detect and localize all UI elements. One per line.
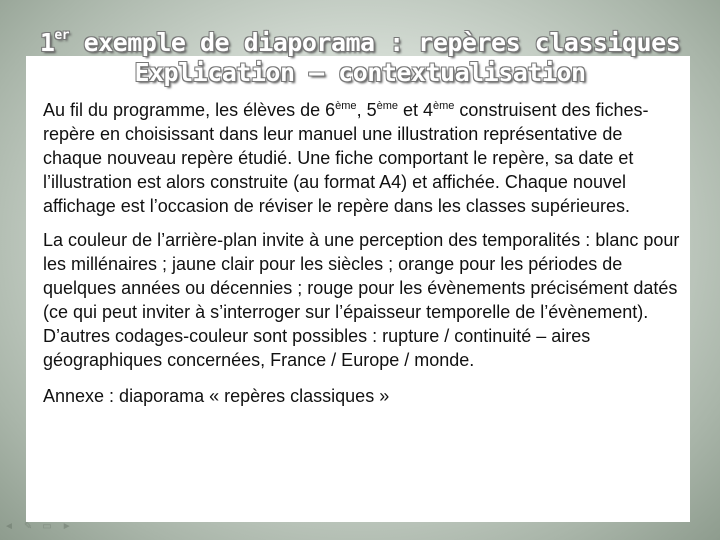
grade-superscript: ème xyxy=(433,100,455,112)
slide-menu-icon[interactable]: ▭ xyxy=(42,521,52,532)
slide-title xyxy=(0,28,720,88)
title-superscript: er xyxy=(54,28,70,43)
pen-icon[interactable]: ✎ xyxy=(23,521,33,532)
paragraph-1-text-a: Au fil du programme, les élèves de 6 xyxy=(43,100,336,120)
paragraph-3: D’autres codages-couleur sont possibles : rupture / continuité – aires géographiques concernées, France / Europe / monde. xyxy=(43,326,591,370)
paragraph-1-text-c: et 4 xyxy=(397,100,434,120)
paragraph-2: La couleur de l’arrière-plan invite à une perception des temporalités : blanc pour les millénaires ; jaune clair pour les siècles ; orange pour les périodes de quelques années ou décennies ; rouge pour les évènements précisément datés (ce qui peut inviter à s’interroger sur l’épaisseur temporelle de l’évènement). xyxy=(43,230,680,322)
grade-superscript: ème xyxy=(335,100,357,112)
paragraph-annex: Annexe : diaporama « repères classiques » xyxy=(43,386,390,406)
paragraph-1-text-b: , 5 xyxy=(356,100,377,120)
grade-superscript: ème xyxy=(376,100,398,112)
paragraph-1 xyxy=(43,98,683,218)
slide-subtitle: Explication – contextualisation xyxy=(134,58,586,87)
slide-body xyxy=(43,98,683,408)
paragraph-1-text-d: construisent des fiches-repère en choisissant dans leur manuel une illustration représentative de chaque nouveau repère étudié. Une fiche comportant le repère, sa date et l’illustration est alors construite (au format A4) et affichée. Chaque nouvel affichage est l’occasion de réviser le repère dans les classes supérieures. xyxy=(43,100,649,216)
previous-slide-icon[interactable]: ◄ xyxy=(4,521,14,532)
title-number: 1 xyxy=(39,28,55,57)
slide-title-line-1 xyxy=(0,28,720,58)
title-text: exemple de diaporama : repères classiques xyxy=(69,28,681,57)
next-slide-icon[interactable]: ► xyxy=(61,521,72,532)
slideshow-nav-bar xyxy=(4,522,72,532)
